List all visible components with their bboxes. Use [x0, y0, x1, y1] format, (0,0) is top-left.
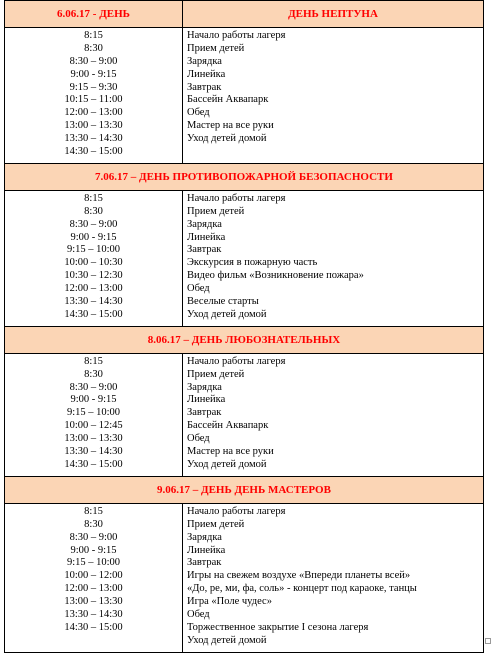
day-schedule-row [5, 503, 484, 652]
day-header-row [5, 326, 484, 353]
activity-item: Начало работы лагеря [187, 505, 286, 517]
activity-column [183, 190, 484, 326]
time-slot: 10:00 – 12:00 [64, 570, 123, 582]
time-slot: 10:00 – 12:45 [64, 420, 123, 432]
day-header-title: 8.06.17 – ДЕНЬ ЛЮБОЗНАТЕЛЬНЫХ [5, 326, 484, 353]
activity-item: Линейка [187, 231, 226, 243]
activity-item: Прием детей [187, 205, 245, 217]
time-slot: 13:00 – 13:30 [64, 433, 123, 445]
time-slot: 9:00 - 9:15 [70, 394, 117, 406]
time-slot: 9:15 – 10:00 [66, 407, 121, 419]
time-slot: 8:30 [84, 42, 103, 54]
activity-item: Прием детей [187, 518, 245, 530]
activity-item: Обед [187, 433, 210, 445]
day-header-title: 7.06.17 – ДЕНЬ ПРОТИВОПОЖАРНОЙ БЕЗОПАСНОСТИ [5, 163, 484, 190]
time-slot: 9:15 – 10:00 [66, 557, 121, 569]
activity-item: Уход детей домой [187, 133, 267, 145]
activity-item: Зарядка [187, 381, 222, 393]
time-slot: 13:30 – 14:30 [64, 296, 123, 308]
time-slot: 8:30 – 9:00 [69, 381, 118, 393]
table-resize-handle[interactable] [485, 638, 491, 644]
activity-item: Зарядка [187, 218, 222, 230]
activity-item: Линейка [187, 394, 226, 406]
activity-item: Бассейн Аквапарк [187, 94, 269, 106]
time-slot: 14:30 – 15:00 [64, 458, 123, 470]
activity-item: Линейка [187, 544, 226, 556]
activity-item: Завтрак [187, 81, 222, 93]
time-slot: 13:00 – 13:30 [64, 120, 123, 132]
activity-item: Мастер на все руки [187, 446, 274, 458]
time-slot: 8:30 [84, 368, 103, 380]
activity-item: Зарядка [187, 55, 222, 67]
day-header-row [5, 1, 484, 28]
time-slot: 8:30 [84, 518, 103, 530]
day-schedule-row [5, 190, 484, 326]
time-slot: 8:15 [84, 355, 103, 367]
time-slot: 8:15 [84, 30, 103, 41]
activity-item: Видео фильм «Возникновение пожара» [187, 270, 364, 282]
activity-item: Завтрак [187, 407, 222, 419]
activity-item: Уход детей домой [187, 634, 267, 646]
activity-item: Уход детей домой [187, 308, 267, 320]
time-slot: 8:30 – 9:00 [69, 218, 118, 230]
activity-column [183, 28, 484, 164]
activity-item: Игра «Поле чудес» [187, 596, 272, 608]
activity-item: Прием детей [187, 368, 245, 380]
activity-item: Линейка [187, 68, 226, 80]
activity-column [183, 503, 484, 652]
time-slot: 12:00 – 13:00 [64, 283, 123, 295]
activity-item: Веселые старты [187, 296, 259, 308]
activity-item: Прием детей [187, 42, 245, 54]
activity-item: Торжественное закрытие I сезона лагеря [187, 621, 369, 633]
activity-item: Зарядка [187, 531, 222, 543]
day-header-title: ДЕНЬ НЕПТУНА [183, 1, 484, 28]
activity-item: Обед [187, 283, 210, 295]
activity-item: Начало работы лагеря [187, 355, 286, 367]
activity-item: Завтрак [187, 244, 222, 256]
time-slot: 9:00 - 9:15 [70, 68, 117, 80]
time-slot: 12:00 – 13:00 [64, 107, 123, 119]
activity-item: Мастер на все руки [187, 120, 274, 132]
time-column [5, 503, 183, 652]
time-slot: 9:15 – 10:00 [66, 244, 121, 256]
time-slot: 8:15 [84, 505, 103, 517]
activity-item [183, 146, 483, 159]
time-slot: 13:30 – 14:30 [64, 446, 123, 458]
time-slot: 14:30 – 15:00 [64, 308, 123, 320]
time-slot: 13:30 – 14:30 [64, 608, 123, 620]
activity-item: Завтрак [187, 557, 222, 569]
day-header-row [5, 163, 484, 190]
time-slot: 10:00 – 10:30 [64, 257, 123, 269]
day-schedule-row [5, 353, 484, 476]
time-column [5, 28, 183, 164]
time-slot: 14:30 – 15:00 [64, 146, 123, 158]
schedule-table [4, 0, 484, 653]
time-slot: 13:00 – 13:30 [64, 596, 123, 608]
day-schedule-row [5, 28, 484, 164]
schedule-page [4, 0, 484, 653]
activity-item: Экскурсия в пожарную часть [187, 257, 318, 269]
time-slot: 9:15 – 9:30 [69, 81, 118, 93]
day-header-row [5, 476, 484, 503]
time-slot: 8:30 – 9:00 [69, 531, 118, 543]
time-slot: 9:00 - 9:15 [70, 544, 117, 556]
activity-item: Обед [187, 107, 210, 119]
time-column [5, 353, 183, 476]
activity-item: Обед [187, 608, 210, 620]
activity-item: Начало работы лагеря [187, 30, 286, 41]
time-slot: 9:00 - 9:15 [70, 231, 117, 243]
activity-column [183, 353, 484, 476]
time-slot: 8:30 – 9:00 [69, 55, 118, 67]
time-slot: 8:15 [84, 192, 103, 204]
activity-item: Начало работы лагеря [187, 192, 286, 204]
time-slot: 10:15 – 11:00 [64, 94, 123, 106]
time-column [5, 190, 183, 326]
time-slot: 12:00 – 13:00 [64, 583, 123, 595]
activity-item: Бассейн Аквапарк [187, 420, 269, 432]
time-slot: 8:30 [84, 205, 103, 217]
activity-item: «До, ре, ми, фа, соль» - концерт под караоке, танцы [187, 583, 417, 595]
day-header-title: 9.06.17 – ДЕНЬ ДЕНЬ МАСТЕРОВ [5, 476, 484, 503]
time-slot: 13:30 – 14:30 [64, 133, 123, 145]
day-header-date: 6.06.17 - ДЕНЬ [5, 1, 183, 28]
time-slot: 10:30 – 12:30 [64, 270, 123, 282]
activity-item: Игры на свежем воздухе «Впереди планеты всей» [187, 570, 411, 582]
activity-item: Уход детей домой [187, 458, 267, 470]
time-slot: 14:30 – 15:00 [64, 621, 123, 633]
